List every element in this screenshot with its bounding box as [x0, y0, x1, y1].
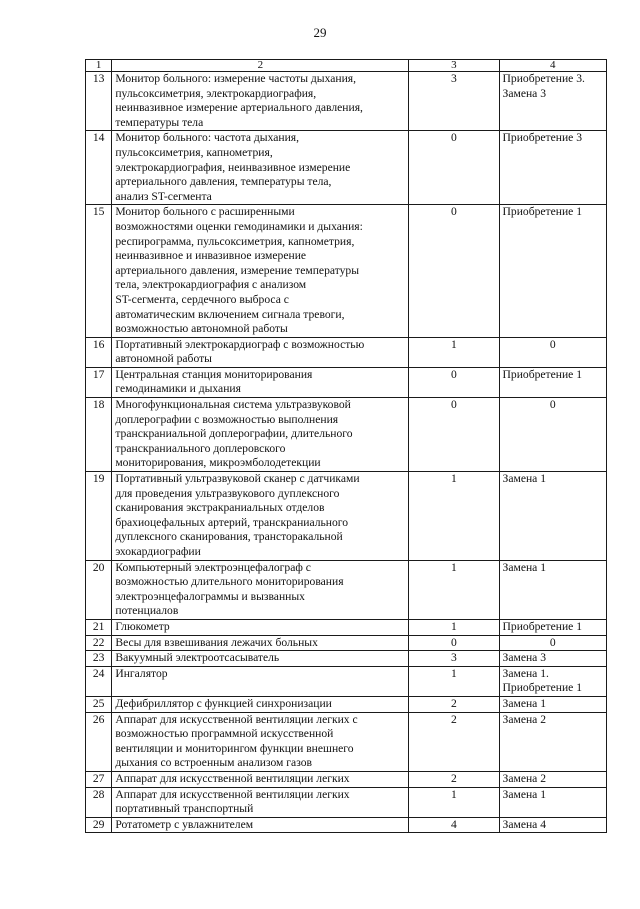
table-row [86, 712, 607, 771]
equipment-quantity: 4 [409, 817, 499, 833]
table-row [86, 367, 607, 397]
row-number: 13 [86, 72, 112, 131]
table-row [86, 666, 607, 696]
equipment-name: Аппарат для искусственной вентиляции легких [112, 771, 409, 787]
row-number: 21 [86, 619, 112, 635]
equipment-name: Монитор больного с расширенными возможностями оценки гемодинамики и дыхания: респирограмма, пульсоксиметрия, капнометрия, неинвазивное и инвазивное измерение артериального давления, измерение температуры тела, электрокардиография с анализом ST-сегмента, сердечного выброса с автоматическим включением сигнала тревоги, возможностью автономной работы [112, 205, 409, 337]
equipment-action: 0 [499, 635, 606, 651]
equipment-quantity: 0 [409, 367, 499, 397]
equipment-name: Портативный ультразвуковой сканер с датчиками для проведения ультразвукового дуплексного сканирования экстракраниальных отделов брахиоцефальных артерий, транскраниального дуплексного сканирования, трансторакальной эхокардиографии [112, 472, 409, 561]
equipment-quantity: 0 [409, 635, 499, 651]
equipment-action: Замена 3 [499, 651, 606, 667]
row-number: 19 [86, 472, 112, 561]
row-number: 29 [86, 817, 112, 833]
equipment-name: Компьютерный электроэнцефалограф с возможностью длительного мониторирования электроэнцефалограммы и вызванных потенциалов [112, 560, 409, 619]
row-number: 25 [86, 696, 112, 712]
table-row [86, 696, 607, 712]
table-row [86, 131, 607, 205]
equipment-action: Приобретение 3 [499, 131, 606, 205]
equipment-quantity: 2 [409, 771, 499, 787]
equipment-quantity: 2 [409, 712, 499, 771]
equipment-action: Замена 1 [499, 787, 606, 817]
equipment-name: Вакуумный электроотсасыватель [112, 651, 409, 667]
row-number: 27 [86, 771, 112, 787]
equipment-action: Замена 2 [499, 771, 606, 787]
table-row [86, 817, 607, 833]
equipment-quantity: 1 [409, 666, 499, 696]
equipment-quantity: 0 [409, 398, 499, 472]
equipment-name: Монитор больного: измерение частоты дыхания, пульсоксиметрия, электрокардиография, неинвазивное измерение артериального давления, температуры тела [112, 72, 409, 131]
equipment-name: Аппарат для искусственной вентиляции легких портативный транспортный [112, 787, 409, 817]
equipment-name: Многофункциональная система ультразвуковой доплерографии с возможностью выполнения транскраниальной доплерографии, длительного транскраниального доплеровского мониторирования, микроэмболодетекции [112, 398, 409, 472]
table-row [86, 205, 607, 337]
equipment-quantity: 3 [409, 72, 499, 131]
table-row [86, 771, 607, 787]
equipment-action: Замена 4 [499, 817, 606, 833]
page-number: 29 [313, 25, 327, 40]
equipment-quantity: 1 [409, 619, 499, 635]
equipment-quantity: 0 [409, 205, 499, 337]
equipment-quantity: 2 [409, 696, 499, 712]
row-number: 15 [86, 205, 112, 337]
table-row [86, 337, 607, 367]
table-row [86, 635, 607, 651]
row-number: 16 [86, 337, 112, 367]
equipment-name: Глюкометр [112, 619, 409, 635]
equipment-action: Замена 1 [499, 472, 606, 561]
equipment-name: Дефибриллятор с функцией синхронизации [112, 696, 409, 712]
row-number: 24 [86, 666, 112, 696]
table-row [86, 72, 607, 131]
equipment-action: Приобретение 1 [499, 205, 606, 337]
equipment-table [85, 59, 607, 833]
table-row [86, 651, 607, 667]
equipment-quantity: 1 [409, 560, 499, 619]
equipment-action: Замена 2 [499, 712, 606, 771]
equipment-quantity: 0 [409, 131, 499, 205]
equipment-name: Портативный электрокардиограф с возможностью автономной работы [112, 337, 409, 367]
table-row [86, 787, 607, 817]
equipment-quantity: 3 [409, 651, 499, 667]
column-header-action: 4 [499, 60, 606, 72]
equipment-quantity: 1 [409, 787, 499, 817]
equipment-action: Замена 1 [499, 560, 606, 619]
row-number: 23 [86, 651, 112, 667]
column-header-quantity: 3 [409, 60, 499, 72]
row-number: 18 [86, 398, 112, 472]
table-row [86, 619, 607, 635]
equipment-name: Весы для взвешивания лежачих больных [112, 635, 409, 651]
equipment-name: Ингалятор [112, 666, 409, 696]
equipment-action: Замена 1. Приобретение 1 [499, 666, 606, 696]
equipment-action: Замена 1 [499, 696, 606, 712]
row-number: 26 [86, 712, 112, 771]
equipment-action: Приобретение 1 [499, 619, 606, 635]
equipment-table-body [86, 60, 607, 833]
row-number: 22 [86, 635, 112, 651]
equipment-action: Приобретение 1 [499, 367, 606, 397]
equipment-quantity: 1 [409, 472, 499, 561]
equipment-quantity: 1 [409, 337, 499, 367]
equipment-name: Монитор больного: частота дыхания, пульсоксиметрия, капнометрия, электрокардиография, неинвазивное измерение артериального давления, температуры тела, анализ ST-сегмента [112, 131, 409, 205]
equipment-action: 0 [499, 337, 606, 367]
row-number: 14 [86, 131, 112, 205]
row-number: 20 [86, 560, 112, 619]
table-row [86, 472, 607, 561]
table-row [86, 398, 607, 472]
table-row [86, 560, 607, 619]
equipment-name: Ротатометр с увлажнителем [112, 817, 409, 833]
row-number: 17 [86, 367, 112, 397]
column-header-number: 1 [86, 60, 112, 72]
equipment-action: Приобретение 3. Замена 3 [499, 72, 606, 131]
equipment-action: 0 [499, 398, 606, 472]
equipment-name: Центральная станция мониторирования гемодинамики и дыхания [112, 367, 409, 397]
table-header-row [86, 60, 607, 72]
equipment-name: Аппарат для искусственной вентиляции легких с возможностью программной искусственной вентиляции и мониторингом функции внешнего дыхания со встроенным анализом газов [112, 712, 409, 771]
column-header-name: 2 [112, 60, 409, 72]
row-number: 28 [86, 787, 112, 817]
